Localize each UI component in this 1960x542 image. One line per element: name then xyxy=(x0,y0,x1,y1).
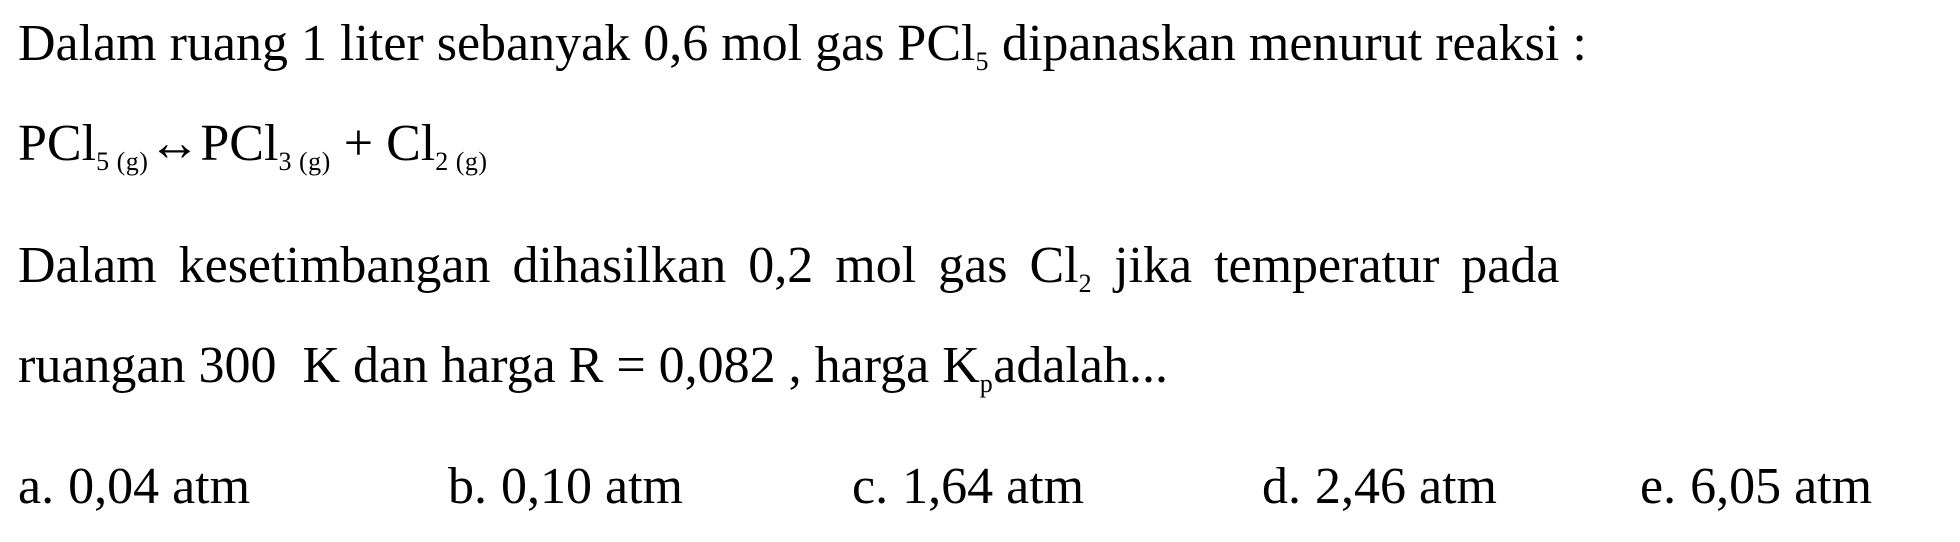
product-subscript: 2 (g) xyxy=(435,147,488,176)
option-a[interactable] xyxy=(18,457,250,517)
option-letter: e. xyxy=(1640,458,1677,515)
question-text: Dalam kesetimbangan dihasilkan 0,2 mol gas Cl xyxy=(18,237,1079,294)
option-value: 2,46 atm xyxy=(1315,458,1497,515)
option-letter: b. xyxy=(448,458,487,515)
option-value: 0,04 atm xyxy=(68,458,251,515)
question-text: adalah... xyxy=(993,337,1168,394)
question-line-4 xyxy=(18,336,1168,414)
subscript: 2 xyxy=(1078,269,1093,298)
subscript: p xyxy=(979,369,994,398)
subscript: 5 xyxy=(975,47,989,76)
plus-sign: + xyxy=(330,115,387,172)
reaction-equation xyxy=(18,114,488,192)
question-text: jika temperatur pada xyxy=(1092,237,1560,294)
option-c[interactable] xyxy=(852,457,1084,517)
option-e[interactable] xyxy=(1640,457,1872,517)
equilibrium-arrow: ↔ xyxy=(148,115,201,172)
option-letter: c. xyxy=(852,458,889,515)
option-letter: a. xyxy=(18,458,55,515)
product-formula: Cl xyxy=(386,115,436,172)
reactant-formula: PCl xyxy=(18,115,97,172)
question-line-3 xyxy=(18,236,1559,314)
question-text: Dalam ruang 1 liter sebanyak 0,6 mol gas PCl xyxy=(18,15,976,72)
product-formula: PCl xyxy=(200,115,279,172)
reactant-subscript: 5 (g) xyxy=(96,147,149,176)
option-value: 1,64 atm xyxy=(902,458,1085,515)
option-d[interactable] xyxy=(1262,457,1497,517)
option-letter: d. xyxy=(1262,458,1301,515)
option-value: 0,10 atm xyxy=(501,458,683,515)
question-text: ruangan 300 K dan harga R = 0,082 , harga K xyxy=(18,337,980,394)
product-subscript: 3 (g) xyxy=(278,147,331,176)
question-text: dipanaskan menurut reaksi : xyxy=(988,15,1587,72)
option-value: 6,05 atm xyxy=(1690,458,1873,515)
question-line-1 xyxy=(18,14,1587,92)
option-b[interactable] xyxy=(448,457,683,517)
